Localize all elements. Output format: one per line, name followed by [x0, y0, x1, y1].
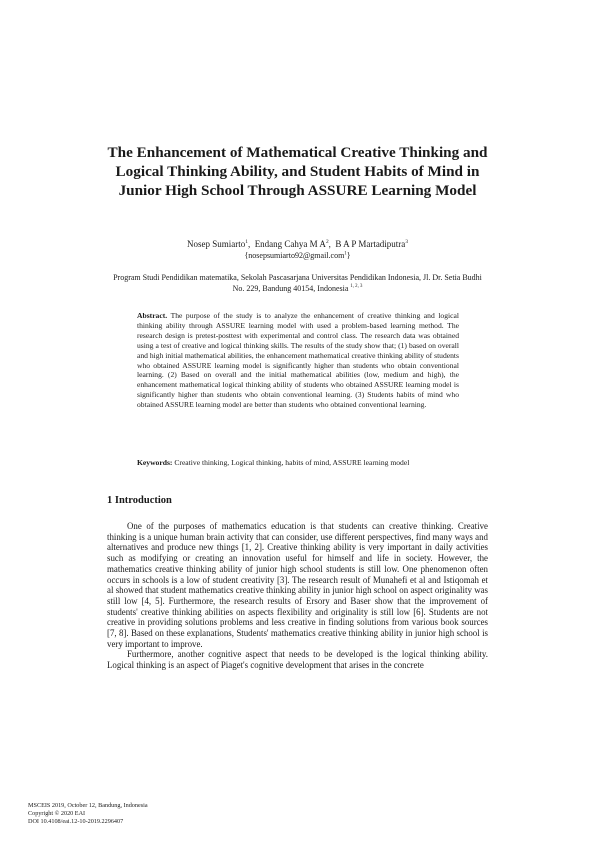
- affiliation: [110, 272, 485, 294]
- footer-doi: DOI 10.4108/eai.12-10-2019.2296407: [28, 818, 124, 826]
- author-affil-mark: 3: [405, 239, 409, 245]
- abstract-text: The purpose of the study is to analyze the enhancement of creative thinking and logical thinking ability through ASSURE learning model with used a problem-based learning method. The research design is pretest-posttest with experimental and control class. The research data was obtained using a test of creative and logical thinking skills. The results of the study show that; (1) based on overall and high initial mathematical abilities, the enhancement mathematical creative thinking ability of students who obtained ASSURE learning model is significantly higher than students who obtain conventional learning. (2) Based on overall and the initial mathematical abilities (low, medium and high), the enhancement mathematical logical thinking ability of students who obtained ASSURE learning model is significantly higher than students who obtain conventional learning. (3) Students habits of mind who obtained ASSURE learning model are better than students who obtained conventional learning.: [137, 311, 460, 410]
- author-name: Endang Cahya M A: [254, 239, 326, 249]
- author-separator: ,: [247, 239, 255, 249]
- page-footer: [28, 802, 328, 827]
- abstract: [137, 311, 459, 410]
- email-affil-mark: 1: [344, 251, 347, 257]
- author-affil-mark: 2: [325, 239, 329, 245]
- author-name: Nosep Sumiarto: [186, 239, 246, 249]
- keywords-text: Creative thinking, Logical thinking, habits of mind, ASSURE learning model: [174, 458, 410, 467]
- section-heading: 1 Introduction: [107, 495, 172, 506]
- body-paragraph: One of the purposes of mathematics education is that students can creative thinking. Creative thinking is a unique human brain activity that can consider, use different perspectives, find many ways and alternatives and produce new things [1, 2]. Creative thinking ability is very important in daily activities such as modifying or creating an innovation useful for himself and life in society. However, the mathematics creative thinking ability of junior high school students is still low. One phenomenon often occurs in schools is a low of student creativity [3]. The research result of Munahefi et al and Istiqomah et al showed that student mathematics creative thinking ability in junior high school on aspect originality was still low [4, 5]. Furthermore, the research results of Ersory and Baser show that the improvement of students' creative thinking abilities on aspects flexibility and originality is still low [6]. Students are not creative in providing solutions problems and less creative in finding solutions from various book sources [7, 8]. Based on these explanations, Students' mathematics creative thinking ability in junior high school is very important to improve.: [107, 521, 488, 649]
- email-text: {nosepsumiarto92@gmail.com: [244, 251, 345, 260]
- author-separator: ,: [328, 239, 336, 249]
- footer-copyright: Copyright © 2020 EAI: [28, 810, 86, 818]
- abstract-label: Abstract.: [137, 311, 168, 320]
- body-paragraph: Furthermore, another cognitive aspect that needs to be developed is the logical thinking ability. Logical thinking is an aspect of Piaget's cognitive development that arises in the concrete: [107, 649, 488, 671]
- author-affil-mark: 1: [245, 239, 248, 245]
- keywords: [137, 458, 467, 468]
- keywords-label: Keywords:: [137, 458, 173, 467]
- footer-conference: MSCEIS 2019, October 12, Bandung, Indonesia: [28, 802, 148, 809]
- affiliation-text: Program Studi Pendidikan matematika, Sekolah Pascasarjana Universitas Pendidikan Indonesia, Jl. Dr. Setia Budhi No. 229, Bandung 40154, Indonesia: [113, 273, 482, 293]
- email-close: }: [346, 251, 351, 260]
- introduction-body: [107, 521, 488, 671]
- paper-title: The Enhancement of Mathematical Creative Thinking and Logical Thinking Ability, and Student Habits of Mind in Junior High School Through ASSURE Learning Model: [107, 144, 488, 199]
- author-name: B A P Martadiputra: [335, 239, 406, 249]
- author-email: [100, 250, 495, 261]
- affiliation-mark: 1, 2, 3: [350, 284, 363, 290]
- author-list: [100, 238, 495, 250]
